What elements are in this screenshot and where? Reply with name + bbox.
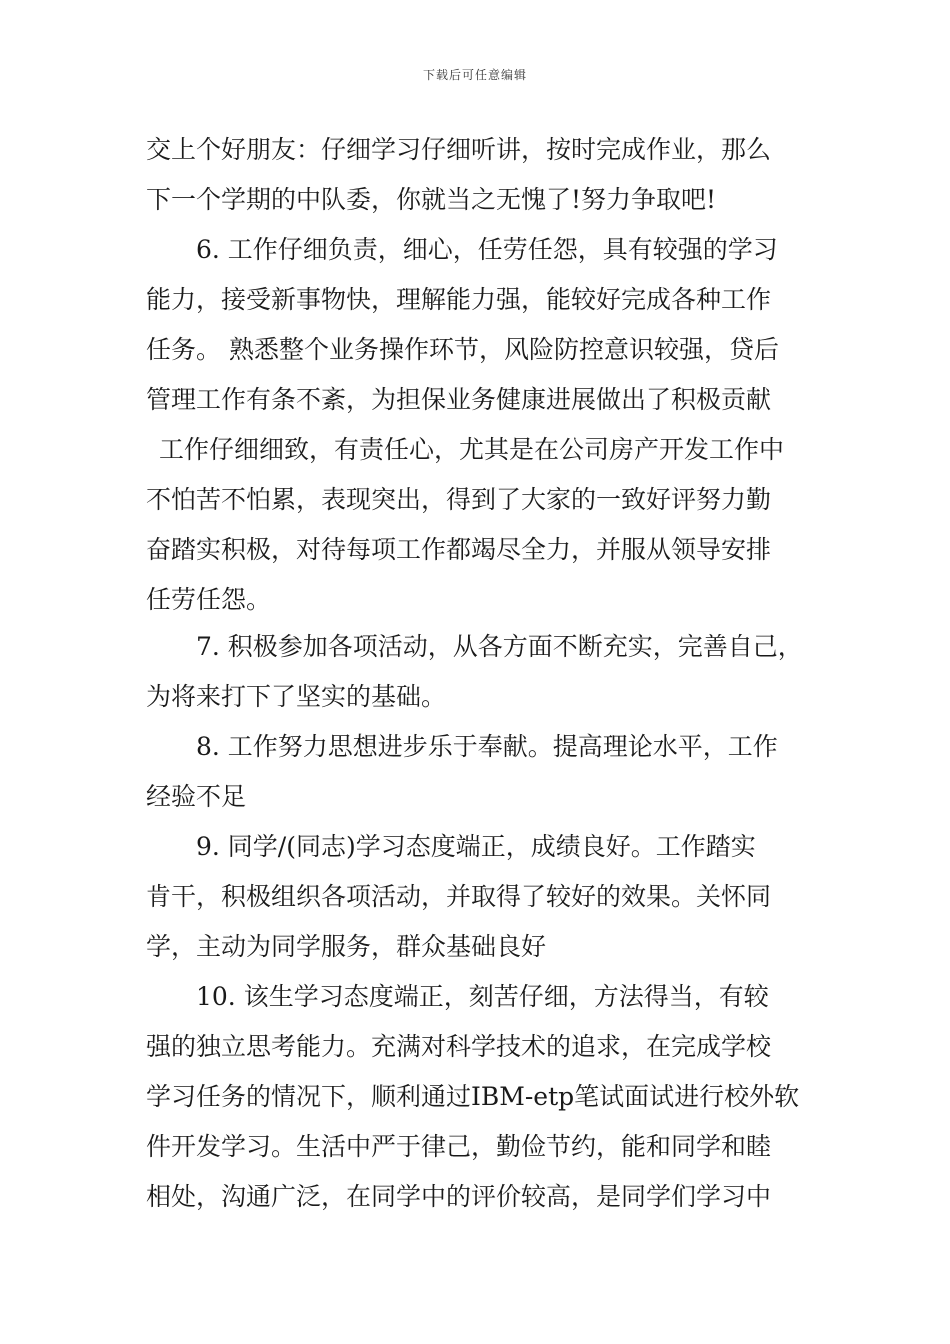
- text-line: 下一个学期的中队委，你就当之无愧了!努力争取吧!: [146, 185, 717, 214]
- text-line: 能力，接受新事物快，理解能力强，能较好完成各种工作: [146, 285, 772, 314]
- text-line: 9. 同学/(同志)学习态度端正，成绩良好。工作踏实: [196, 832, 756, 861]
- text-line: 不怕苦不怕累，表现突出，得到了大家的一致好评努力勤: [146, 485, 772, 514]
- text-line: 工作仔细细致，有责任心，尤其是在公司房产开发工作中: [159, 435, 785, 464]
- text-line: 交上个好朋友：仔细学习仔细听讲，按时完成作业，那么: [146, 135, 772, 164]
- text-line: 相处，沟通广泛，在同学中的评价较高，是同学们学习中: [146, 1182, 772, 1211]
- text-line: 强的独立思考能力。充满对科学技术的追求，在完成学校: [146, 1032, 772, 1061]
- text-line: 学，主动为同学服务，群众基础良好: [146, 932, 547, 961]
- text-line: 奋踏实积极，对待每项工作都竭尽全力，并服从领导安排: [146, 535, 772, 564]
- text-line: 学习任务的情况下，顺利通过IBM-etp笔试面试进行校外软: [146, 1082, 800, 1111]
- text-line: 6. 工作仔细负责，细心，任劳任怨，具有较强的学习: [196, 235, 778, 264]
- text-line: 为将来打下了坚实的基础。: [146, 682, 447, 711]
- text-line: 件开发学习。生活中严于律己，勤俭节约，能和同学和睦: [146, 1132, 772, 1161]
- text-line: 10. 该生学习态度端正，刻苦仔细，方法得当，有较: [196, 982, 769, 1011]
- text-line: 肯干，积极组织各项活动，并取得了较好的效果。关怀同: [146, 882, 772, 911]
- text-line: 任务。 熟悉整个业务操作环节，风险防控意识较强，贷后: [146, 335, 779, 364]
- text-line: 任劳任怨。: [146, 585, 272, 614]
- text-line: 经验不足: [146, 782, 247, 811]
- text-line: 管理工作有条不紊，为担保业务健康进展做出了积极贡献: [146, 385, 772, 414]
- text-line: 7. 积极参加各项活动，从各方面不断充实，完善自己，: [196, 632, 803, 661]
- page-header: 下载后可任意编辑: [422, 68, 527, 82]
- text-line: 8. 工作努力思想进步乐于奉献。提高理论水平，工作: [196, 732, 778, 761]
